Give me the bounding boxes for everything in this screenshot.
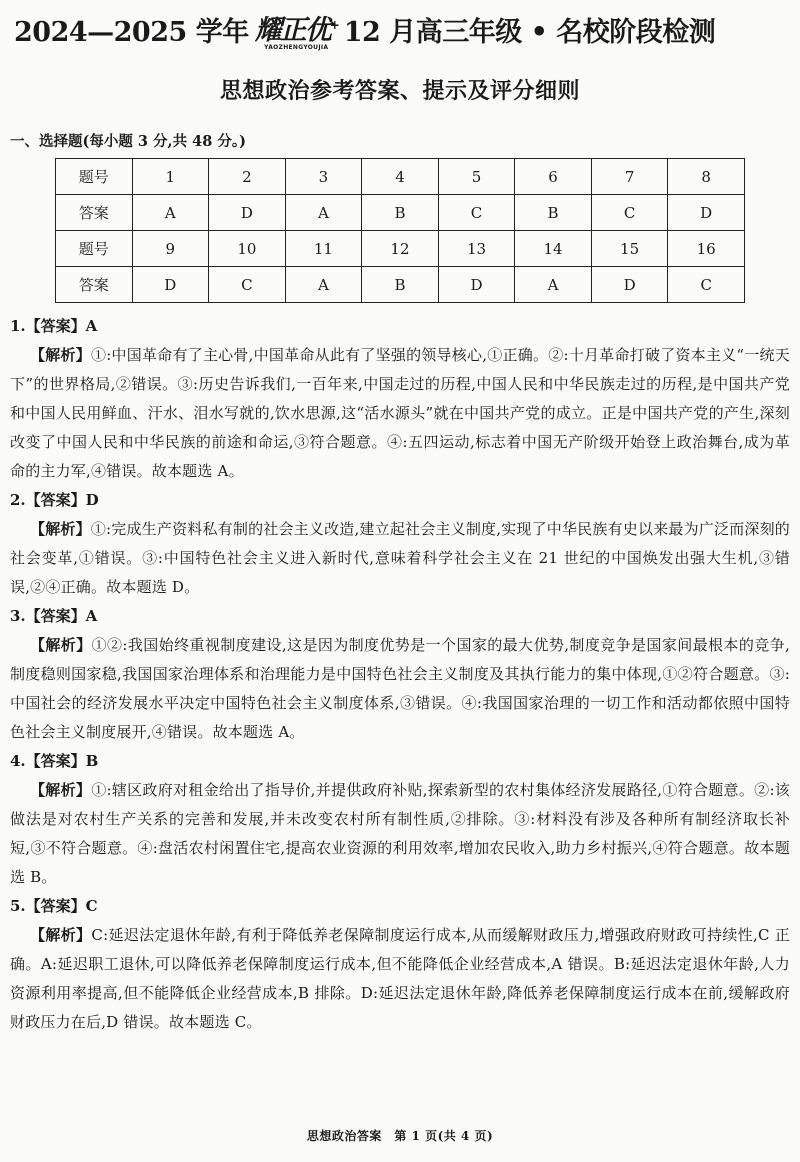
- table-row: [56, 231, 745, 267]
- table-row-header: 题号: [56, 231, 133, 267]
- explanation-text: ①:完成生产资料私有制的社会主义改造,建立起社会主义制度,实现了中华民族有史以来最为广泛而深刻的社会变革,①错误。③:中国特色社会主义进入新时代,意味着科学社会主义在 21 世纪的中国焕发出强大生机,③错误,②④正确。故本题选 D。: [10, 520, 791, 596]
- table-row-header: 答案: [56, 267, 133, 303]
- table-cell: C: [591, 195, 668, 231]
- question-answer-heading: 3.【答案】A: [10, 607, 98, 625]
- section-heading: 一、选择题(每小题 3 分,共 48 分。): [10, 133, 246, 150]
- table-cell: 2: [209, 159, 286, 195]
- question-explanation: [10, 776, 790, 892]
- table-cell: 10: [209, 231, 286, 267]
- table-cell: B: [362, 267, 439, 303]
- table-cell: 8: [668, 159, 745, 195]
- table-cell: 14: [515, 231, 592, 267]
- table-cell: A: [285, 267, 362, 303]
- question-answer-heading: 4.【答案】B: [10, 752, 99, 770]
- question-explanations: [10, 312, 790, 1037]
- table-cell: C: [668, 267, 745, 303]
- table-cell: 3: [285, 159, 362, 195]
- logo-plus: +: [329, 17, 338, 32]
- question-explanation: [10, 515, 790, 602]
- question-explanation: [10, 921, 790, 1037]
- logo-pinyin: YAOZHENGYOUJIA: [264, 43, 329, 51]
- table-cell: 1: [132, 159, 209, 195]
- table-cell: D: [132, 267, 209, 303]
- explanation-text: ①②:我国始终重视制度建设,这是因为制度优势是一个国家的最大优势,制度竞争是国家间最根本的竞争,制度稳则国家稳,我国国家治理体系和治理能力是中国特色社会主义制度及其执行能力的集中体现,①②符合题意。③:中国社会的经济发展水平决定中国特色社会主义制度体系,③错误。④:我国国家治理的一切工作和活动都依照中国特色社会主义制度展开,④错误。故本题选 A。: [10, 636, 790, 741]
- logo-text: 耀正优: [254, 14, 330, 46]
- table-cell: 9: [132, 231, 209, 267]
- question-answer-heading: 1.【答案】A: [10, 317, 98, 335]
- table-cell: 13: [438, 231, 515, 267]
- table-cell: 7: [591, 159, 668, 195]
- table-cell: C: [438, 195, 515, 231]
- table-cell: D: [668, 195, 745, 231]
- explanation-text: ①:中国革命有了主心骨,中国革命从此有了坚强的领导核心,①正确。②:十月革命打破了资本主义“一统天下”的世界格局,②错误。③:历史告诉我们,一百年来,中国走过的历程,中国人民和中华民族走过的历程,是中国共产党和中国人民用鲜血、汗水、泪水写就的,饮水思源,这“活水源头”就在中国共产党的成立。正是中国共产党的产生,深刻改变了中国人民和中华民族的前途和命运,③符合题意。④:五四运动,标志着中国无产阶级开始登上政治舞台,成为革命的主力军,④错误。故本题选 A。: [10, 346, 790, 480]
- page-footer: 思想政治答案 第 1 页(共 4 页): [306, 1129, 494, 1143]
- table-cell: 11: [285, 231, 362, 267]
- question-answer-heading: 5.【答案】C: [10, 897, 98, 915]
- table-cell: D: [591, 267, 668, 303]
- explanation-text: ①:辖区政府对租金给出了指导价,并提供政府补贴,探索新型的农村集体经济发展路径,①符合题意。②:该做法是对农村生产关系的完善和发展,并未改变农村所有制性质,②排除。③:材料没有涉及各种所有制经济取长补短,③不符合题意。④:盘活农村闲置住宅,提高农业资源的利用效率,增加农民收入,助力乡村振兴,④符合题意。故本题选 B。: [10, 781, 790, 886]
- table-cell: 5: [438, 159, 515, 195]
- table-row: [56, 195, 745, 231]
- table-cell: B: [362, 195, 439, 231]
- explanation-label: 【解析】: [30, 520, 91, 538]
- header-year: 2024—2025 学年: [14, 16, 249, 48]
- table-row-header: 答案: [56, 195, 133, 231]
- question-answer-heading: 2.【答案】D: [10, 491, 99, 509]
- explanation-label: 【解析】: [30, 636, 92, 654]
- table-cell: 15: [591, 231, 668, 267]
- table-cell: B: [515, 195, 592, 231]
- table-row: [56, 267, 745, 303]
- question-explanation: [10, 341, 790, 486]
- explanation-label: 【解析】: [30, 926, 92, 944]
- exam-header: [14, 8, 790, 50]
- publisher-logo: [255, 12, 338, 51]
- answer-table: [55, 158, 745, 303]
- table-cell: 12: [362, 231, 439, 267]
- table-cell: A: [285, 195, 362, 231]
- table-cell: A: [515, 267, 592, 303]
- explanation-text: C:延迟法定退休年龄,有利于降低养老保障制度运行成本,从而缓解财政压力,增强政府财政可持续性,C 正确。A:延迟职工退休,可以降低养老保障制度运行成本,但不能降低企业经营成本,A 错误。B:延迟法定退休年龄,人力资源利用率提高,但不能降低企业经营成本,B 排除。D:延迟法定退休年龄,降低养老保障制度运行成本在前,缓解政府财政压力在后,D 错误。故本题选 C。: [10, 926, 790, 1031]
- table-cell: C: [209, 267, 286, 303]
- table-cell: D: [438, 267, 515, 303]
- table-row-header: 题号: [56, 159, 133, 195]
- document-title: 思想政治参考答案、提示及评分细则: [219, 78, 580, 104]
- explanation-label: 【解析】: [30, 781, 92, 799]
- header-suffix: 12 月高三年级 • 名校阶段检测: [343, 16, 716, 48]
- table-cell: 16: [668, 231, 745, 267]
- question-explanation: [10, 631, 790, 747]
- table-row: [56, 159, 745, 195]
- table-cell: 4: [362, 159, 439, 195]
- table-cell: D: [209, 195, 286, 231]
- table-cell: A: [132, 195, 209, 231]
- explanation-label: 【解析】: [30, 346, 91, 364]
- table-cell: 6: [515, 159, 592, 195]
